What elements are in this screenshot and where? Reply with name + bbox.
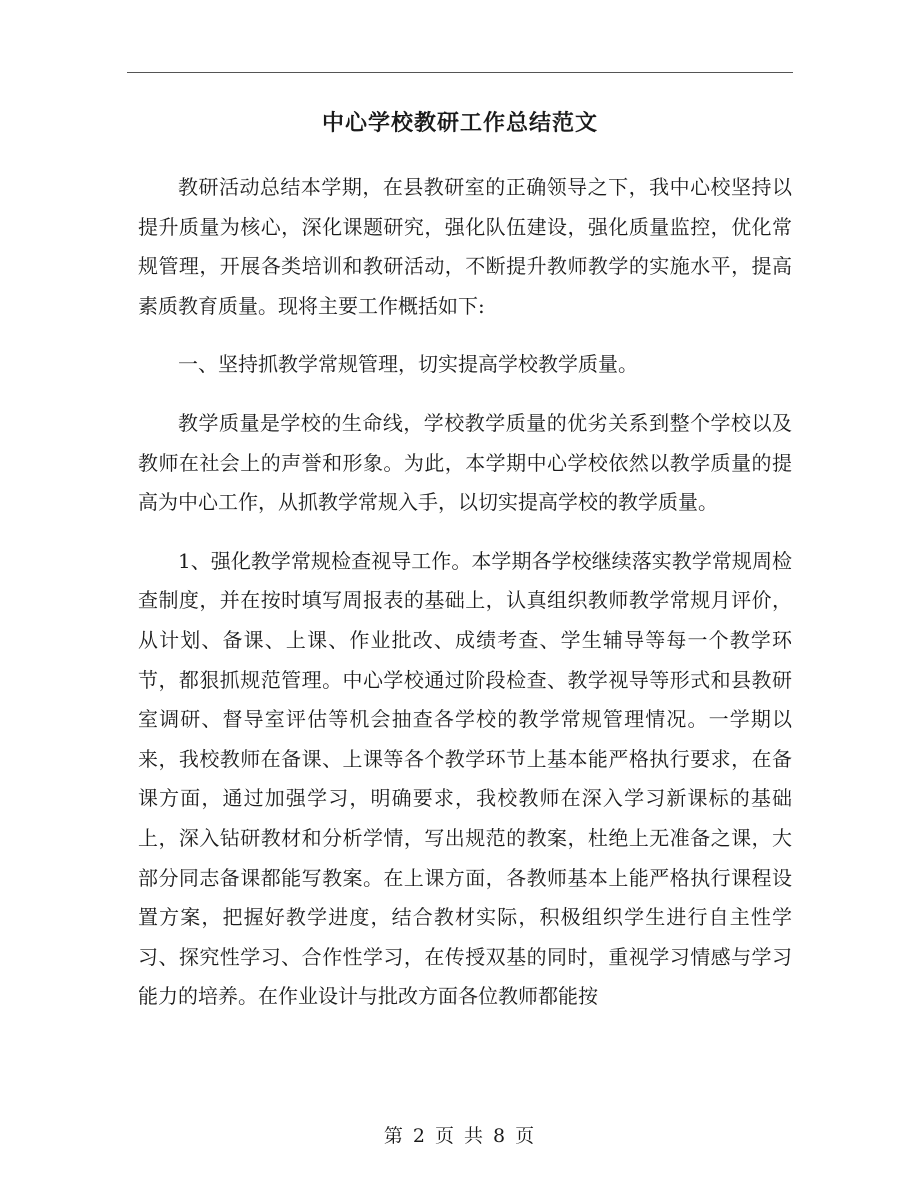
document-title: 中心学校教研工作总结范文 bbox=[321, 110, 598, 136]
paragraph-quality: 教学质量是学校的生命线，学校教学质量的优劣关系到整个学校以及教师在社会上的声誉和形象。为此，本学期中心学校依然以教学质量的提高为中心工作，从抓教学常规入手，以切实提高学校的教学质量。 bbox=[138, 410, 792, 515]
document-body bbox=[138, 168, 792, 1036]
paragraph-section-heading: 一、坚持抓教学常规管理，切实提高学校教学质量。 bbox=[178, 352, 638, 377]
paragraph-intro: 教研活动总结本学期，在县教研室的正确领导之下，我中心校坚持以提升质量为核心，深化课题研究，强化队伍建设，强化质量监控，优化常规管理，开展各类培训和教研活动，不断提升教师教学的实施水平，提高素质教育质量。现将主要工作概括如下: bbox=[138, 175, 792, 318]
paragraph-routine-inspection: 1、强化教学常规检查视导工作。本学期各学校继续落实教学常规周检查制度，并在按时填写周报表的基础上，认真组织教师教学常规月评价，从计划、备课、上课、作业批改、成绩考查、学生辅导等每一个教学环节，都狠抓规范管理。中心学校通过阶段检查、教学视导等形式和县教研室调研、督导室评估等机会抽查各学校的教学常规管理情况。一学期以来，我校教师在备课、上课等各个教学环节上基本能严格执行要求，在备课方面，通过加强学习，明确要求，我校教师在深入学习新课标的基础上，深入钻研教材和分析学情，写出规范的教案，杜绝上无准备之课，大部分同志备课都能写教案。在上课方面，各教师基本上能严格执行课程设置方案，把握好教学进度，结合教材实际，积极组织学生进行自主性学习、探究性学习、合作性学习，在传授双基的同时，重视学习情感与学习能力的培养。在作业设计与批改方面各位教师都能按 bbox=[138, 548, 792, 1009]
page-number-footer: 第 2 页 共 8 页 bbox=[383, 1125, 537, 1147]
header-rule bbox=[127, 72, 793, 73]
